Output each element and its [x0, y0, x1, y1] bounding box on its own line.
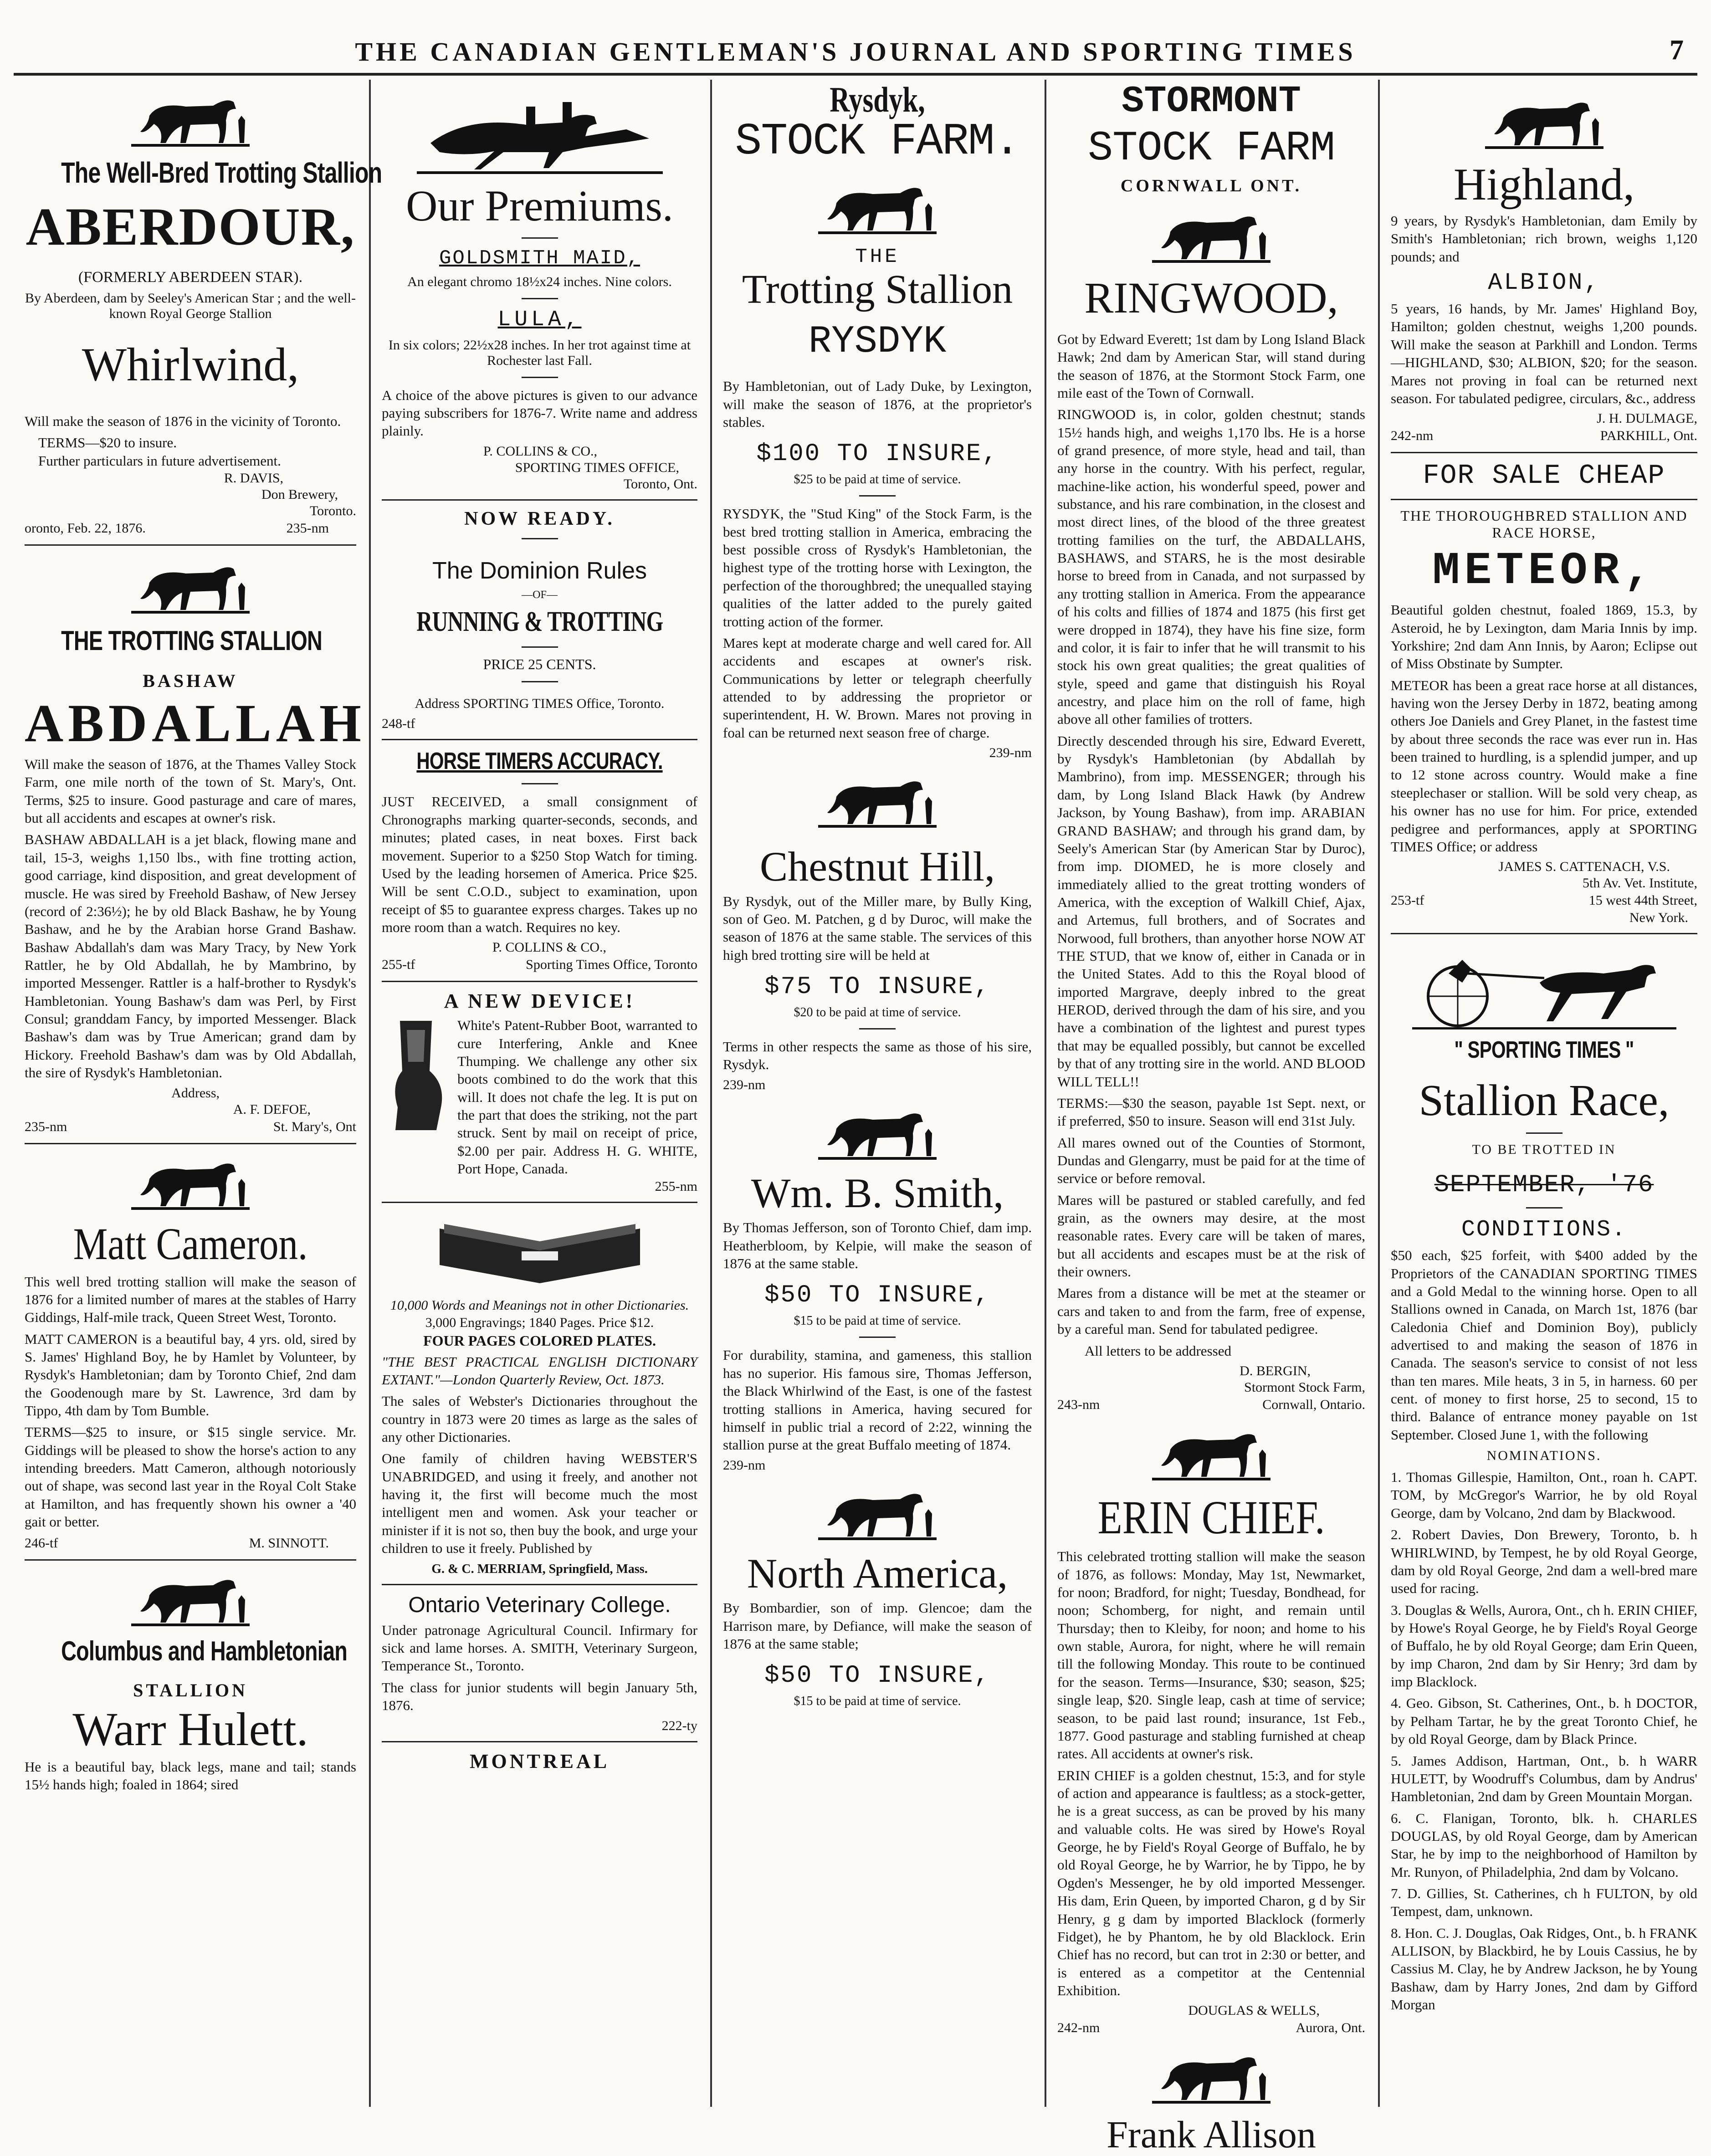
- ad-divider: [25, 1559, 356, 1561]
- ad-divider: [382, 1741, 697, 1742]
- ad-divider: [382, 1202, 697, 1203]
- racing-horses-icon: [412, 88, 667, 179]
- horse-icon: [122, 1568, 259, 1632]
- signature: M. SINNOTT.: [249, 1535, 329, 1551]
- farm-title: STOCK FARM.: [735, 116, 1020, 167]
- horse-icon: [1143, 202, 1280, 271]
- page-number: 7: [1670, 35, 1684, 66]
- ad-heading: HORSE TIMERS ACCURACY.: [416, 748, 663, 775]
- horse-icon: [122, 88, 259, 152]
- signature-line: [1391, 892, 1697, 909]
- ad-heading: A NEW DEVICE!: [444, 990, 635, 1013]
- ad-text: —OF—: [522, 589, 558, 601]
- ad-date: oronto, Feb. 22, 1876.: [25, 521, 146, 536]
- ad-heading: The Dominion Rules: [432, 557, 647, 584]
- horse-icon: [1476, 88, 1613, 157]
- signature: Aurora, Ont.: [1296, 2020, 1365, 2036]
- horse-name: Wm. B. Smith,: [751, 1169, 1004, 1216]
- nomination: 7. D. Gillies, St. Catherines, ch h FULTON, by old Tempest, dam, unknown.: [1391, 1885, 1697, 1920]
- ad-reference: 243-nm: [1057, 1397, 1100, 1412]
- ad-text: By Hambletonian, out of Lady Duke, by Lexington, will make the season of 1876, at the proprietor's stables.: [723, 378, 1032, 430]
- ad-text: BASHAW ABDALLAH is a jet black, flowing mane and tail, 15-3, weighs 1,150 lbs., with fine trotting action, good carriage, kind disposition, and great development of muscle. He was sired by Freehold Bashaw, of New Jersey (record of 2:36½); he by old Black Bashaw, he by Young Bashaw, and he by the Arabian horse Grand Bashaw. Bashaw Abdallah's dam was Mary Tracy, by New York Rattler, he by Old Abdallah, he by Mambrino, by imported Messenger. Rattler is a half-brother to Rysdyk's Hambletonian. Young Bashaw's dam was Perl, by First Consul; granddam Fancy, by imported Messenger. Black Bashaw's dam was by True American; grand dam by Hickory. Freehold Bashaw's dam was by Old Abdallah, the sire of Rysdyk's Hambletonian.: [25, 831, 356, 1081]
- fee-terms: $25 to be paid at time of service.: [794, 472, 961, 487]
- signature-line: [1391, 427, 1697, 445]
- ad-reference: 255-nm: [655, 1178, 697, 1194]
- ad-subheading: STALLION: [133, 1680, 248, 1700]
- ad-divider: [25, 1143, 356, 1144]
- signature: DOUGLAS & WELLS,: [1188, 2003, 1320, 2018]
- horse-icon: [1143, 2043, 1280, 2111]
- ad-text: All mares owned out of the Counties of Stormont, Dundas and Glengarry, must be paid for at the time of service or before removal.: [1057, 1134, 1365, 1187]
- ad-heading: FOUR PAGES COLORED PLATES.: [423, 1332, 656, 1349]
- horse-icon: [809, 174, 946, 242]
- ad-divider: [1391, 452, 1697, 453]
- nomination: 5. James Addison, Hartman, Ont., b. h WARR HULETT, by Woodruff's Columbus, dam by Andrus' Hambletonian, 2nd dam by Green Mountain Morgan.: [1391, 1752, 1697, 1805]
- horse-name: Highland,: [1453, 159, 1635, 210]
- divider: [522, 646, 558, 648]
- signature: Stormont Stock Farm,: [1244, 1379, 1365, 1395]
- signature-line: [382, 956, 697, 973]
- ad-text: Will make the season of 1876 in the vicinity of Toronto.: [25, 413, 341, 430]
- insurance-fee: $75 TO INSURE,: [764, 973, 990, 1001]
- ad-text: 5 years, 16 hands, by Mr. James' Highland Boy, Hamilton; golden chestnut, weighs 1,200 pounds. Will make the season at Parkhill and London. Terms—HIGHLAND, $30; ALBION, $20; for the season. Mares not proving in foal can be returned next season. For tabulated pedigree, circulars, &c., address: [1391, 301, 1697, 406]
- signature-line: [1057, 1396, 1365, 1413]
- nomination: 6. C. Flanigan, Toronto, blk. h. CHARLES DOUGLAS, by old Royal George, dam by American Star, he by imp to the neighborhood of Hamilton by Mr. Runyon, of Philadelphia, 2nd dam by Volcano.: [1391, 1810, 1697, 1880]
- signature: P. COLLINS & CO.,: [492, 940, 606, 955]
- ad-heading: Stallion Race,: [1419, 1076, 1670, 1126]
- rubber-boot-icon: [382, 1016, 450, 1135]
- ad-text: Under patronage Agricultural Council. Infirmary for sick and lame horses. A. SMITH, Veterinary Surgeon, Temperance St., Toronto.: [382, 1622, 697, 1674]
- ad-reference: 242-nm: [1391, 428, 1434, 444]
- ad-reference: 222-ty: [661, 1718, 697, 1733]
- horse-name: Frank Allison: [1107, 2114, 1316, 2156]
- page-header: [0, 0, 1711, 68]
- signature-line: [25, 1118, 356, 1136]
- horse-name: Warr Hulett.: [72, 1703, 308, 1756]
- signature: JAMES S. CATTENACH, V.S.: [1498, 859, 1670, 875]
- ad-heading: " SPORTING TIMES ": [1454, 1037, 1634, 1064]
- signature-line: [25, 1535, 356, 1552]
- ad-reference: 235-nm: [25, 1119, 67, 1134]
- ad-reference: 239-nm: [723, 1457, 766, 1473]
- horse-name: Chestnut Hill,: [759, 843, 995, 890]
- signature: J. H. DULMAGE,: [1597, 411, 1697, 426]
- ad-breeding: By Aberdeen, dam by Seeley's American Star ; and the well-known Royal George Stallion: [25, 290, 356, 321]
- ad-subheading: BASHAW: [143, 671, 238, 691]
- header-rule: [14, 73, 1697, 76]
- column-4: [1045, 80, 1377, 2156]
- signature: Sporting Times Office, Toronto: [526, 957, 697, 973]
- ad-subheading: TO BE TROTTED IN: [1472, 1142, 1616, 1157]
- price-text: PRICE 25 CENTS.: [483, 656, 596, 673]
- ad-heading: THE TROTTING STALLION: [61, 625, 322, 656]
- horse-name: METEOR,: [1432, 546, 1656, 598]
- ad-subheading: THE: [855, 245, 900, 268]
- ad-text: One family of children having WEBSTER'S UNABRIDGED, and using it freely, and another not having it, the first will become much the most intelligent men and women. Ask your teacher or minister if it is not so, then buy the book, and urge your children to use it freely. Published by: [382, 1450, 697, 1557]
- nomination: 4. Geo. Gibson, St. Catherines, Ont., b. h DOCTOR, by Pelham Tartar, he by the great Toronto Chief, he by old Royal George, dam by Black Prince.: [1391, 1695, 1697, 1747]
- farm-location: CORNWALL ONT.: [1120, 176, 1302, 195]
- divider: [1526, 1207, 1562, 1209]
- ad-heading: RUNNING & TROTTING: [416, 606, 663, 638]
- ad-heading: MONTREAL: [469, 1750, 610, 1772]
- dictionary-book-icon: [430, 1210, 649, 1292]
- signature: Toronto.: [309, 503, 356, 519]
- ad-text: JUST RECEIVED, a small consignment of Chronographs marking quarter-seconds, seconds, and minutes; plated cases, in neat boxes. First back movement. Superior to a $250 Stop Watch for timing. Used by the leading horsemen of America. Price $25. Will be sent C.O.D., subject to examination, upon receipt of $5 to guarantee express charges. Takes up no more room than a watch. Requires no key.: [382, 794, 697, 935]
- horse-name: ERIN CHIEF.: [1097, 1491, 1325, 1544]
- ad-text: Further particulars in future advertisement.: [38, 452, 281, 469]
- divider: [522, 298, 558, 299]
- nomination: 3. Douglas & Wells, Aurora, Ont., ch h. ERIN CHIEF, by Howe's Royal George, he by Field's Royal George of Buffalo, he by old Royal George; dam Erin Queen, by imp Charon, 2nd dam by Sir Henry; 3rd dam by imp Blacklock.: [1391, 1602, 1697, 1690]
- signature: Cornwall, Ontario.: [1262, 1397, 1365, 1412]
- farm-name: STORMONT: [1122, 80, 1301, 123]
- divider: [859, 1028, 896, 1029]
- divider: [522, 681, 558, 682]
- ad-text: By Rysdyk, out of the Miller mare, by Bully King, son of Geo. M. Patchen, g d by Duroc, will make the season of 1876 at the same stable. The services of this high bred trotting sire will be held at: [723, 893, 1032, 963]
- signature: A. F. DEFOE,: [233, 1101, 311, 1117]
- nomination: 1. Thomas Gillespie, Hamilton, Ont., roan h. CAPT. TOM, by McGregor's Warrior, he by old Royal George, dam by Volcano, 2nd dam by Blackwood.: [1391, 1469, 1697, 1521]
- ad-text: Directly descended through his sire, Edward Everett, by Rysdyk's Hambletonian (by Abdallah by Mambrino), from imp. MESSENGER; through his dam, by Long Island Black Hawk (by Andrew Jackson, by Young Bashaw), from imp. ARABIAN GRAND BASHAW; and through his grand dam, by Seely's American Star (by American Star by Duroc), from imp. DIOMED, he is more closely and immediately allied to the great trotting wonders of America, with the exception of Walkill Chief, Ajax, and Artemus, full brothers, and of Socrates and Norwood, full brothers, than anyother horse NOW AT THE STUD, that we know of, either in Canada or in the United States. Add to this the Royal blood of imported Margrave, deeply inbred to the great HEROD, derived through the dam of his sire, and you have a combination of the lightest and purest types that may be equalled possibly, but cannot be excelled by that of any trotting sire in the world. AND BLOOD WILL TELL!!: [1057, 732, 1365, 1090]
- horse-icon: [122, 553, 259, 621]
- divider: [1526, 1132, 1562, 1134]
- horse-icon: [809, 1099, 946, 1168]
- ad-text: A choice of the above pictures is given to our advance paying subscribers for 1876-7. Write name and address plainly.: [382, 387, 697, 439]
- horse-icon: [1143, 1420, 1280, 1488]
- signature: Don Brewery,: [261, 487, 338, 502]
- ad-subtitle: (FORMERLY ABERDEEN STAR).: [78, 268, 303, 286]
- ad-text: Mares kept at moderate charge and well cared for. All accidents and escapes at owner's risk. Communications by letter or telegraph cheerfully attended to by addressing the proprietor or superintendent, H. W. Brown. Mares not proving in foal can be returned next season free of charge.: [723, 635, 1032, 741]
- horse-icon: [809, 767, 946, 835]
- ad-text: The sales of Webster's Dictionaries throughout the country in 1873 were 20 times as large as the sales of any other Dictionaries.: [382, 1393, 697, 1445]
- horse-name: RYSDYK: [808, 320, 947, 364]
- ad-text: Terms in other respects the same as those of his sire, Rysdyk.: [723, 1039, 1032, 1073]
- horse-name: RINGWOOD,: [1084, 273, 1338, 322]
- ad-heading: The Well-Bred Trotting Stallion: [61, 156, 382, 189]
- newspaper-title: THE CANADIAN GENTLEMAN'S JOURNAL AND SPORTING TIMES: [355, 37, 1356, 67]
- ad-subheading: THE THOROUGHBRED STALLION AND RACE HORSE,: [1400, 507, 1688, 541]
- ad-heading: FOR SALE CHEAP: [1423, 461, 1665, 492]
- premium-description: An elegant chromo 18½x24 inches. Nine colors.: [407, 274, 672, 290]
- ad-reference: 239-nm: [989, 745, 1032, 761]
- ad-text: 3,000 Engravings; 1840 Pages. Price $12.: [425, 1315, 654, 1330]
- ad-heading: SEPTEMBER, '76: [1434, 1171, 1654, 1199]
- ad-reference: 242-nm: [1057, 2020, 1100, 2036]
- ad-text: Mares will be pastured or stabled carefully, and fed grain, as the owners may desire, at the most reasonable rates. Every care will be taken of mares, but all accidents and escapes must be at the risk of their owners.: [1057, 1192, 1365, 1280]
- column-2: [370, 82, 709, 2105]
- ad-text: RYSDYK, the "Stud King" of the Stock Farm, is the best bred trotting stallion in America, embracing the best possible cross of Rysdyk's Hambletonian, the highest type of the trotting horse with Lexington, the perfection of the thoroughbred; the unequalled staying qualities of the latter added to the purely gaited trotting action of the former.: [723, 506, 1032, 630]
- ad-heading: CONDITIONS.: [1461, 1217, 1627, 1243]
- ad-divider: [382, 499, 697, 501]
- ad-text: This well bred trotting stallion will make the season of 1876 for a limited number of mares at the stables of Harry Giddings, Half-mile track, Queen Street West, Toronto.: [25, 1273, 356, 1326]
- ad-divider: [25, 544, 356, 546]
- signature: 15 west 44th Street,: [1588, 893, 1697, 908]
- insurance-fee: $50 TO INSURE,: [764, 1662, 990, 1690]
- signature: D. BERGIN,: [1240, 1363, 1311, 1378]
- ad-text: TERMS—$20 to insure.: [38, 435, 177, 451]
- signature: P. COLLINS & CO.,: [483, 443, 597, 459]
- ad-text: For durability, stamina, and gameness, this stallion has no superior. His famous sire, Thomas Jefferson, the Black Whirlwind of the East, is one of the fastest trotting stallions in America, having secured for himself in public trial a record of 2:22, winning the stallion purse at the great Buffalo meeting of 1874.: [723, 1347, 1032, 1453]
- ad-text: The class for junior students will begin January 5th, 1876.: [382, 1679, 697, 1714]
- farm-name: Rysdyk,: [830, 80, 925, 119]
- ad-divider: [1391, 933, 1697, 934]
- ad-text: Got by Edward Everett; 1st dam by Long Island Black Hawk; 2nd dam by American Star, will stand during the season of 1876, at the Stormont Stock Farm, one mile east of the Town of Cornwall.: [1057, 331, 1365, 401]
- ad-reference: 246-tf: [25, 1535, 58, 1551]
- ad-text: He is a beautiful bay, black legs, mane and tail; stands 15½ hands high; foaled in 1864; sired: [25, 1758, 356, 1793]
- column-5: [1379, 82, 1709, 2105]
- ad-divider: [382, 981, 697, 982]
- ad-text: TERMS:—$30 the season, payable 1st Sept. next, or if preferred, $50 to insure. Season will end 31st July.: [1057, 1095, 1365, 1129]
- ad-text: By Thomas Jefferson, son of Toronto Chief, dam imp. Heatherbloom, by Kelpie, will make the season of 1876 at the same stable.: [723, 1219, 1032, 1272]
- divider: [522, 377, 558, 378]
- signature-line: [25, 520, 356, 537]
- horse-name: ALBION,: [1488, 269, 1600, 297]
- ad-text: Mares from a distance will be met at the steamer or cars and taken to and from the farm, free of expense, by a careful man. Send for tabulated pedigree.: [1057, 1285, 1365, 1337]
- signature: New York.: [1629, 910, 1688, 926]
- ad-heading: Trotting Stallion: [742, 266, 1013, 312]
- signature: St. Mary's, Ont: [273, 1119, 356, 1134]
- horse-icon: [122, 1152, 259, 1215]
- premium-title: GOLDSMITH MAID,: [439, 246, 640, 270]
- ad-divider: [382, 739, 697, 740]
- premium-title: LULA,: [497, 307, 582, 333]
- fee-terms: $20 to be paid at time of service.: [794, 1005, 961, 1020]
- insurance-fee: $100 TO INSURE,: [756, 440, 999, 468]
- ad-text: White's Patent-Rubber Boot, warranted to cure Interfering, Ankle and Knee Thumping. We challenge any other six boots combined to do the work that this will. It does not chafe the leg. It is put on the part that does the striking, not the part struck. Sent by mail on receipt of price, $2.00 per pair. Address H. G. WHITE, Port Hope, Canada.: [457, 1017, 697, 1177]
- ad-reference: 248-tf: [382, 716, 415, 732]
- signature-line: [1057, 2019, 1365, 2037]
- nomination: 2. Robert Davies, Don Brewery, Toronto, b. h WHIRLWIND, by Tempest, he by old Royal George, dam by old Royal George, 2nd dam a well-bred mare used for racing.: [1391, 1526, 1697, 1597]
- insurance-fee: $50 TO INSURE,: [764, 1281, 990, 1310]
- divider: [859, 1337, 896, 1338]
- ad-divider: [382, 1584, 697, 1585]
- divider: [522, 783, 558, 784]
- horse-name: North America,: [747, 1550, 1008, 1597]
- divider: [522, 237, 558, 239]
- fee-terms: $15 to be paid at time of service.: [794, 1694, 961, 1709]
- signature: 5th Av. Vet. Institute,: [1583, 876, 1697, 891]
- ad-text: ERIN CHIEF is a golden chestnut, 15:3, and for style of action and appearance is faultless; as a stock-getter, he is a great success, as can be proved by his many and valuable colts. He was sired by Howe's Royal George, he by Field's Royal George of Buffalo, he by old Royal George, he by Warrior, he by Tippo, he by Ogden's Messenger, he by old imported Messenger. His dam, Erin Queen, by imported Charon, g d by Sir Henry, g g dam by imported Blacklock (formerly Fidget), he by Phantom, he by old Blacklock. Erin Chief has no record, but can trot in 2:30 or better, and is entered as a competitor at the Centennial Exhibition.: [1057, 1767, 1365, 1998]
- ad-text: MATT CAMERON is a beautiful bay, 4 yrs. old, sired by S. James' Highland Boy, he by Hamlet by Volunteer, by Rysdyk's Hambletonian; dam by Toronto Chief, 2nd dam the Goodenough mare by St. Lawrence, 3rd dam by Tippo, 4th dam by Tom Bumble.: [25, 1331, 356, 1419]
- ad-divider: [1391, 499, 1697, 500]
- ad-text: TERMS—$25 to insure, or $15 single service. Mr. Giddings will be pleased to show the horse's action to any intending breeders. Matt Cameron, although notoriously out of shape, was second last year in the Royal Colt Stake at Hamilton, and has frequently shown his owner a '40 gait or better.: [25, 1424, 356, 1530]
- ad-text: "THE BEST PRACTICAL ENGLISH DICTIONARY EXTANT."—London Quarterly Review, Oct. 1873.: [382, 1353, 697, 1388]
- publisher: G. & C. MERRIAM, Springfield, Mass.: [431, 1562, 648, 1576]
- boot-ad: [382, 1016, 697, 1178]
- column-3: [711, 82, 1044, 2105]
- column-1: [13, 82, 382, 2105]
- signature: R. DAVIS,: [224, 471, 283, 486]
- ad-text: Address SPORTING TIMES Office, Toronto.: [415, 696, 665, 712]
- ad-text: RINGWOOD is, in color, golden chestnut; stands 15½ hands high, and weighs 1,170 lbs. He is a horse of grand presence, of more style, head and tail, than any horse in the country. With his perfect, regular, machine-like action, his wonderful speed, power and substance, and his rare combination, in the closest and most direct lines, of the blood of the three greatest trotting families on the turf, the ABDALLAHS, BASHAWS, and STARS, he is the most desirable horse to breed from in Canada, and not surpassed by any trotting stallion in America. From the appearance of his colts and fillies of 1874 and 1875 (his first get were dropped in 1874), they have his fine size, form and color, it is fair to infer that he will transmit to his stock his own great qualities; the great qualities of style, speed and game that distinguish his Royal ancestry, and place him on the roll of fame, high above all other families of trotters.: [1057, 406, 1365, 727]
- section-title: Our Premiums.: [406, 181, 673, 230]
- ad-subheading: NOMINATIONS.: [1486, 1448, 1602, 1464]
- ad-text: 10,000 Words and Meanings not in other Dictionaries.: [390, 1297, 689, 1313]
- ad-text: 9 years, by Rysdyk's Hambletonian, dam Emily by Smith's Hambletonian; rich brown, weighs 1,120 pounds; and: [1391, 213, 1697, 265]
- ad-reference: 239-nm: [723, 1077, 766, 1092]
- divider: [859, 495, 896, 497]
- ad-text: $50 each, $25 forfeit, with $400 added by the Proprietors of the CANADIAN SPORTING TIMES and a Gold Medal to the winning horse. Open to all Stallions owned in Canada, on March 1st, 1876 (bar Caledonia Chief and Dominion Boy), publicly advertised to and making the season of 1876 in Canada. The season's service to consist of not less than ten mares. Mile heats, 3 in 5, in harness. 60 per cent. of money to first horse, 25 to second, 15 to third. Balance of entrance money payable on 1st September. Closed June 1, with the following: [1391, 1247, 1697, 1443]
- sulky-horse-icon: [1408, 942, 1681, 1033]
- fee-terms: $15 to be paid at time of service.: [794, 1314, 961, 1328]
- ad-text: By Bombardier, son of imp. Glencoe; dam the Harrison mare, by Defiance, will make the season of 1876 at the same stable;: [723, 1600, 1032, 1652]
- ad-text: All letters to be addressed: [1085, 1342, 1231, 1359]
- signature: PARKHILL, Ont.: [1600, 428, 1697, 444]
- horse-name: Whirlwind,: [82, 338, 299, 391]
- signature: Toronto, Ont.: [623, 476, 697, 492]
- ad-text: This celebrated trotting stallion will make the season of 1876, as follows: Monday, May 1st, Newmarket, for noon; Bradford, for night; Tuesday, Bondhead, for noon; Schomberg, for night, and remain until Thursday; then to Kleiby, for noon; and home to his own stable, Aurora, for night, where he will remain till the following Monday. This route to be continued for the season. Terms—Insurance, $30; season, $25; single leap, $20. Single leap, cash at time of service; season, to be paid last round; insurance, 1st Feb., 1877. Good pasturage and stabling furnished at cheap rates. All accidents at owner's risk.: [1057, 1548, 1365, 1762]
- horse-name: ABERDOUR,: [26, 197, 355, 256]
- horse-icon: [809, 1480, 946, 1548]
- address-label: Address,: [171, 1085, 220, 1101]
- farm-title: STOCK FARM: [1087, 124, 1335, 172]
- ad-reference: 253-tf: [1391, 893, 1424, 908]
- ad-heading: NOW READY.: [464, 508, 615, 529]
- ad-text: METEOR has been a great race horse at all distances, having won the Jersey Derby in 1872, beating among others Joe Daniels and Grey Planet, in the fastest time by about three seconds the race was ever run in. Has been trained to hurdling, is a splendid jumper, and up to 12 stone across country. Would make a fine steeplechaser or stallion. Will be sold very cheap, as his owner has no use for him. For price, extended pedigree and performances, apply at SPORTING TIMES Office; or address: [1391, 677, 1697, 855]
- ad-heading: Columbus and Hambletonian: [61, 1635, 348, 1666]
- signature: SPORTING TIMES OFFICE,: [515, 460, 679, 475]
- premium-description: In six colors; 22½x28 inches. In her trot against time at Rochester last Fall.: [388, 337, 691, 368]
- divider: [522, 538, 558, 539]
- ad-text: Beautiful golden chestnut, foaled 1869, 15.3, by Asteroid, he by Lexington, dam Maria Innis by imp. Yorkshire; 2nd dam Ann Innis, by Aaron; Eclipse out of Miss Obstinate by Sumpter.: [1391, 602, 1697, 672]
- horse-name: Matt Cameron.: [73, 1218, 308, 1269]
- nomination: 8. Hon. C. J. Douglas, Oak Ridges, Ont., b. h FRANK ALLISON, by Blackbird, he by Louis Cassius, he by Cassius M. Clay, he by Andrew Jackson, he by Young Bashaw, dam by Harry Jones, 2nd dam by Gifford Morgan: [1391, 1925, 1697, 2013]
- ad-text: Will make the season of 1876, at the Thames Valley Stock Farm, one mile north of the town of St. Mary's, Ont. Terms, $25 to insure. Good pasturage and care of mares, but all accidents and escapes at owner's risk.: [25, 756, 356, 826]
- ad-heading: Ontario Veterinary College.: [408, 1593, 671, 1617]
- ad-reference: 255-tf: [382, 957, 415, 973]
- ad-reference: 235-nm: [286, 521, 329, 536]
- horse-name: ABDALLAH: [25, 693, 366, 753]
